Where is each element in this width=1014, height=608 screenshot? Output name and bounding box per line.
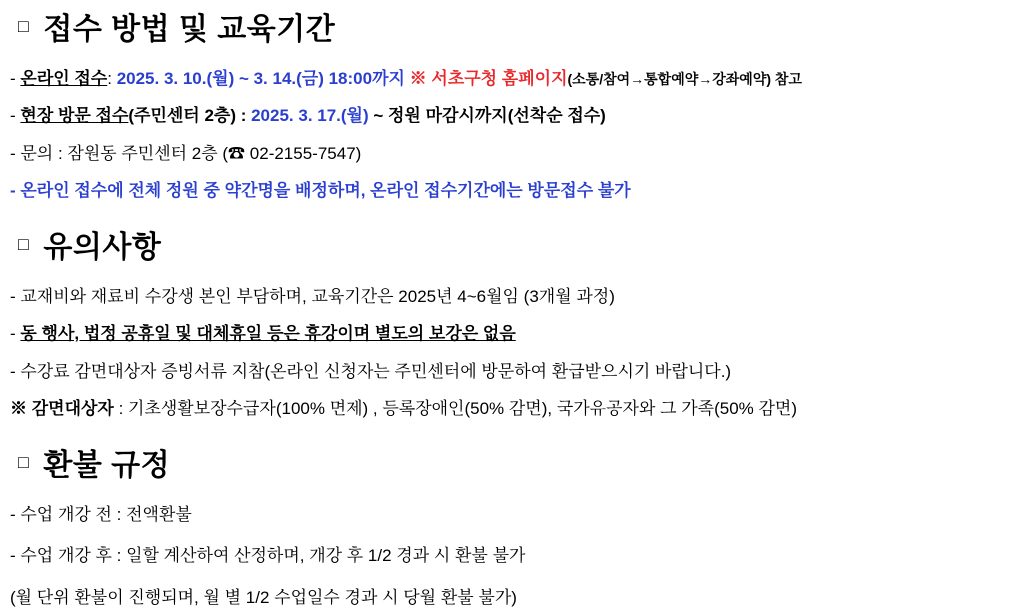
section-notes [0,231,1014,419]
online-quota-note-text: - 온라인 접수에 전체 정원 중 약간명을 배정하며, 온라인 접수기간에는 방문접수 불가 [10,180,631,200]
holiday-no-makeup-text: 동 행사, 법정 공휴일 및 대체휴일 등은 휴강이며 별도의 보강은 없음 [20,324,516,344]
section-title: 유의사항 [43,231,162,264]
discount-target-list: : 기초생활보장수급자(100% 면제) , 등록장애인(50% 감면), 국가유공자와 그 가족(50% 감면) [113,398,797,418]
square-bullet-icon: □ [18,451,30,472]
onsite-location: (주민센터 2층) : [128,106,252,126]
dash-marker: - [10,106,21,126]
line-refund-monthly [0,587,1014,608]
line-discount-docs [0,361,1014,382]
line-holiday-no-makeup [0,323,1014,344]
discount-target-label: 감면대상자 [31,398,114,418]
online-application-period: 2025. 3. 10.(월) ~ 3. 14.(금) 18:00까지 [116,69,405,88]
homepage-path-note: (소통/참여→통합예약→강좌예약) 참고 [567,71,802,87]
dash-marker: - [10,69,21,88]
line-inquiry [0,143,1014,164]
separator: : [107,69,117,88]
section-heading-notes [0,231,1014,264]
line-onsite-application [0,105,1014,126]
inquiry-text: - 문의 : 잠원동 주민센터 2층 (☎ 02-2155-7547) [10,143,362,163]
section-title: 접수 방법 및 교육기간 [43,13,336,46]
section-heading-refund [0,449,1014,482]
refund-before-text: - 수업 개강 전 : 전액환불 [10,505,192,524]
dash-marker: - [10,324,21,344]
refund-after-text: - 수업 개강 후 : 일할 계산하여 산정하며, 개강 후 1/2 경과 시 환불 불가 [10,546,526,566]
onsite-start-date: 2025. 3. 17.(월) [251,106,369,126]
refund-monthly-text: (월 단위 환불이 진행되며, 월 별 1/2 수업일수 경과 시 당월 환불 불가) [10,587,517,607]
note-mark: ※ [10,398,32,418]
square-bullet-icon: □ [18,233,30,254]
homepage-link-text[interactable]: 서초구청 홈페이지 [431,69,568,88]
section-title: 환불 규정 [43,449,171,482]
line-refund-before [0,504,1014,525]
square-bullet-icon: □ [18,15,30,36]
onsite-application-label: 현장 방문 접수 [20,106,129,126]
material-cost-text: - 교재비와 재료비 수강생 본인 부담하며, 교육기간은 2025년 4~6월임 (3개월 과정) [10,287,615,306]
line-online-application [0,68,1014,89]
line-discount-targets [0,398,1014,419]
section-refund [0,449,1014,608]
online-application-label: 온라인 접수 [20,69,108,88]
line-online-quota-note [0,180,1014,201]
note-mark: ※ [404,69,432,88]
onsite-end-condition: ~ 정원 마감시까지(선착순 접수) [368,106,606,126]
line-material-cost [0,286,1014,307]
discount-docs-text: - 수강료 감면대상자 증빙서류 지참(온라인 신청자는 주민센터에 방문하여 환급받으시기 바랍니다.) [10,361,732,381]
line-refund-after [0,545,1014,566]
section-heading-application [0,13,1014,46]
section-application [0,0,1014,201]
